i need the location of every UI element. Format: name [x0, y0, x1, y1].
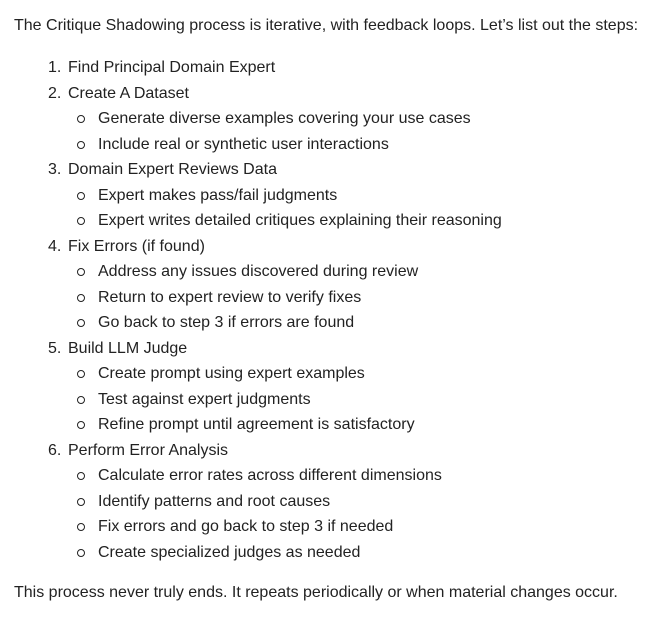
substep-item — [77, 361, 652, 387]
step-label: Fix Errors (if found) — [68, 237, 205, 255]
substep-text: Create specialized judges as needed — [98, 543, 361, 561]
substep-list — [48, 463, 652, 565]
substep-item — [77, 514, 652, 540]
step-row — [48, 438, 652, 464]
substep-item — [77, 183, 652, 209]
substep-item — [77, 463, 652, 489]
step-item — [48, 336, 652, 438]
hollow-circle-bullet-icon — [77, 421, 85, 429]
hollow-circle-bullet-icon — [77, 498, 85, 506]
hollow-circle-bullet-icon — [77, 294, 85, 302]
hollow-circle-bullet-icon — [77, 141, 85, 149]
substep-item — [77, 132, 652, 158]
substep-item — [77, 489, 652, 515]
substep-text: Refine prompt until agreement is satisfactory — [98, 416, 415, 433]
substep-text: Include real or synthetic user interactions — [98, 135, 389, 153]
substep-item — [77, 106, 652, 132]
substep-text: Fix errors and go back to step 3 if needed — [98, 518, 394, 535]
step-label: Perform Error Analysis — [68, 441, 229, 459]
substep-item — [77, 412, 652, 438]
hollow-circle-bullet-icon — [77, 396, 85, 404]
substep-text: Expert makes pass/fail judgments — [98, 186, 338, 204]
substep-text: Test against expert judgments — [98, 390, 311, 408]
step-label: Find Principal Domain Expert — [68, 59, 276, 76]
step-row — [48, 336, 652, 362]
hollow-circle-bullet-icon — [77, 523, 85, 531]
substep-list — [48, 361, 652, 438]
substep-item — [77, 285, 652, 311]
substep-list — [48, 106, 652, 157]
step-item — [48, 234, 652, 336]
step-row — [48, 81, 652, 107]
hollow-circle-bullet-icon — [77, 268, 85, 276]
substep-item — [77, 310, 652, 336]
step-row — [48, 157, 652, 183]
step-item — [48, 438, 652, 566]
outro-paragraph: This process never truly ends. It repeats periodically or when material changes occur. — [14, 584, 618, 601]
step-number: 3. — [48, 161, 62, 178]
hollow-circle-bullet-icon — [77, 319, 85, 327]
step-row — [48, 55, 652, 81]
step-item — [48, 157, 652, 234]
substep-text: Generate diverse examples covering your use cases — [98, 110, 471, 127]
hollow-circle-bullet-icon — [77, 370, 85, 378]
hollow-circle-bullet-icon — [77, 217, 85, 225]
hollow-circle-bullet-icon — [77, 115, 85, 123]
hollow-circle-bullet-icon — [77, 192, 85, 200]
substep-text: Return to expert review to verify fixes — [98, 288, 362, 306]
substep-text: Identify patterns and root causes — [98, 492, 331, 510]
substep-text: Calculate error rates across different dimensions — [98, 467, 442, 484]
step-number: 2. — [48, 84, 62, 102]
step-number: 1. — [48, 59, 62, 76]
substep-list — [48, 183, 652, 234]
step-label: Domain Expert Reviews Data — [68, 161, 277, 178]
step-number: 6. — [48, 441, 62, 459]
step-row — [48, 234, 652, 260]
hollow-circle-bullet-icon — [77, 472, 85, 480]
step-label: Build LLM Judge — [68, 339, 188, 357]
substep-text: Address any issues discovered during review — [98, 263, 419, 280]
substep-text: Create prompt using expert examples — [98, 365, 365, 382]
step-item — [48, 81, 652, 158]
step-item — [48, 55, 652, 81]
steps-list — [14, 55, 652, 565]
substep-text: Expert writes detailed critiques explaining their reasoning — [98, 212, 502, 229]
step-number: 4. — [48, 237, 62, 255]
substep-list — [48, 259, 652, 336]
intro-paragraph: The Critique Shadowing process is iterative, with feedback loops. Let’s list out the steps: — [14, 17, 639, 34]
substep-item — [77, 540, 652, 566]
substep-item — [77, 387, 652, 413]
step-label: Create A Dataset — [68, 84, 189, 102]
step-number: 5. — [48, 339, 62, 357]
substep-item — [77, 208, 652, 234]
hollow-circle-bullet-icon — [77, 549, 85, 557]
substep-text: Go back to step 3 if errors are found — [98, 314, 355, 331]
substep-item — [77, 259, 652, 285]
